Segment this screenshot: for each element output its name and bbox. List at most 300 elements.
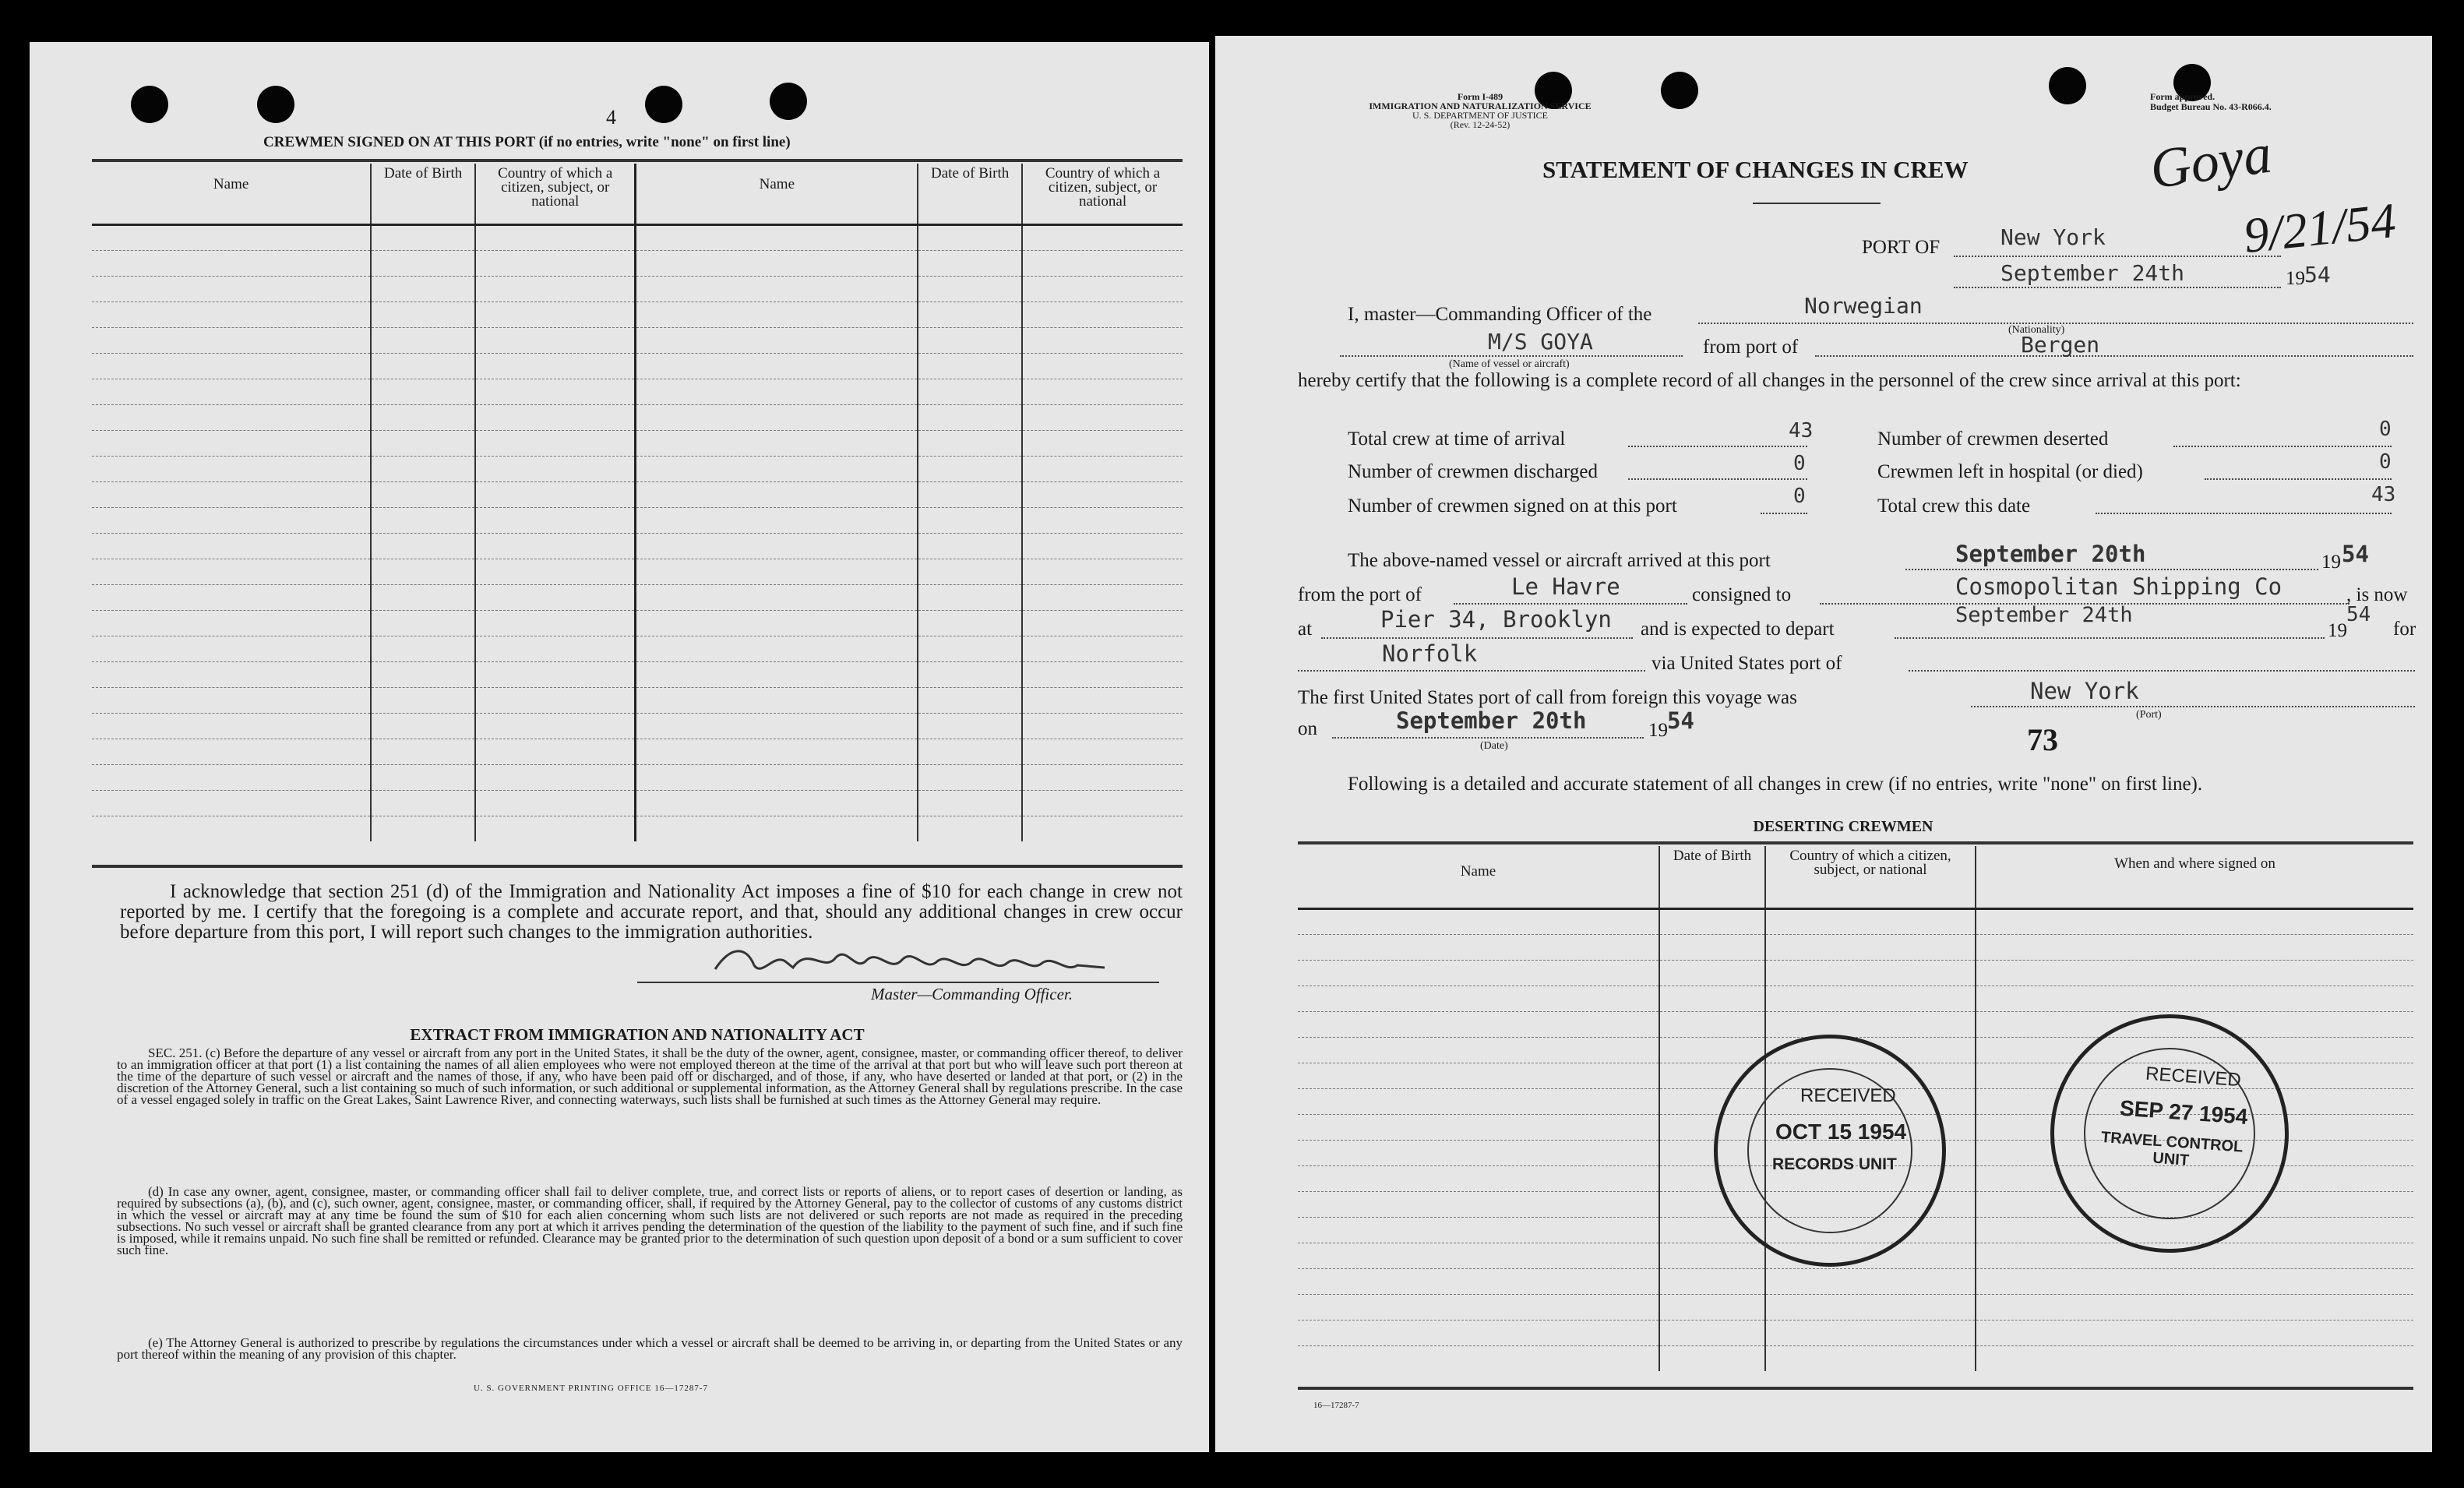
table-cell <box>92 584 371 610</box>
table-cell <box>92 430 371 456</box>
on-label: on <box>1298 718 1317 739</box>
table-cell <box>1022 430 1183 456</box>
discharged-label: Number of crewmen discharged <box>1348 461 1598 482</box>
agency-name: IMMIGRATION AND NATURALIZATION SERVICE <box>1369 100 1592 111</box>
table-cell <box>371 533 475 559</box>
consigned-value: Cosmopolitan Shipping Co <box>1955 573 2282 600</box>
department-name: U. S. DEPARTMENT OF JUSTICE <box>1412 110 1548 121</box>
table-row <box>92 481 1183 507</box>
approval-line: Budget Bureau No. 43-R066.4. <box>2150 101 2272 112</box>
table-cell <box>1298 1268 1659 1294</box>
table-cell <box>92 816 371 841</box>
table-cell <box>1022 533 1183 559</box>
table-cell <box>1022 481 1183 507</box>
table-cell <box>1022 353 1183 379</box>
stamp-unit-text: RECORDS UNIT <box>1772 1155 1897 1173</box>
vessel-value: M/S GOYA <box>1488 329 1593 354</box>
leader-dots <box>1628 478 1807 480</box>
form-footer: 16—17287-7 <box>1313 1401 1359 1410</box>
arrived-year: 54 <box>2342 541 2369 567</box>
table-cell <box>371 610 475 636</box>
table-row <box>1298 1345 2413 1371</box>
depart-line <box>1895 637 2325 639</box>
table-cell <box>1022 687 1183 713</box>
port-of-label: PORT OF <box>1862 237 1941 258</box>
table-cell <box>1298 934 1659 960</box>
table-cell <box>475 456 636 481</box>
crewmen-signed-on-title: CREWMEN SIGNED ON AT THIS PORT (if no entries, write "none" on first line) <box>263 134 791 150</box>
table-cell <box>1298 1243 1659 1268</box>
table-cell <box>1659 1268 1765 1294</box>
depart-label: and is expected to depart <box>1641 619 1835 640</box>
form-title: STATEMENT OF CHANGES IN CREW <box>1542 156 1969 183</box>
column-header: Country of which a citizen, subject, or national <box>1022 164 1183 224</box>
rule <box>1298 841 2413 844</box>
table-cell <box>918 816 1022 841</box>
table-cell <box>92 764 371 790</box>
master-signature <box>700 930 1136 985</box>
table-cell <box>1765 1320 1976 1345</box>
table-cell <box>918 430 1022 456</box>
table-cell <box>1022 404 1183 430</box>
table-cell <box>636 636 918 661</box>
from-port-of-line <box>1454 603 1687 605</box>
handwritten-number: 73 <box>2027 722 2058 757</box>
table-cell <box>475 636 636 661</box>
table-cell <box>1765 1345 1976 1371</box>
table-cell <box>918 739 1022 764</box>
table-row <box>1298 1294 2413 1320</box>
port-value: New York <box>2000 224 2106 250</box>
table-cell <box>636 533 918 559</box>
table-cell <box>1765 1011 1976 1037</box>
date-line <box>1954 287 2281 288</box>
table-cell <box>92 739 371 764</box>
table-cell <box>475 816 636 841</box>
table-cell <box>918 559 1022 584</box>
table-cell <box>1976 1320 2413 1345</box>
table-cell <box>92 713 371 739</box>
table-cell <box>636 713 918 739</box>
table-cell <box>918 661 1022 687</box>
table-cell <box>1976 960 2413 986</box>
from-port-of-label: from the port of <box>1298 584 1422 605</box>
table-cell <box>475 353 636 379</box>
table-cell <box>371 661 475 687</box>
total-this-date-value: 43 <box>2371 483 2396 506</box>
table-cell <box>1659 986 1765 1011</box>
is-now-label: , is now <box>2346 584 2408 605</box>
table-cell <box>1022 327 1183 353</box>
on-year: 54 <box>1667 707 1694 734</box>
table-cell <box>371 584 475 610</box>
table-cell <box>636 584 918 610</box>
vessel-caption: (Name of vessel or aircraft) <box>1449 358 1570 370</box>
rule <box>1753 203 1881 204</box>
port-line <box>1954 256 2281 257</box>
table-cell <box>1022 507 1183 533</box>
year-value: 54 <box>2304 262 2331 287</box>
table-row <box>92 327 1183 353</box>
certify-text: hereby certify that the following is a complete record of all changes in the personnel of the crew since arrival at this port: <box>1298 370 2241 391</box>
table-cell <box>371 250 475 276</box>
table-cell <box>918 790 1022 816</box>
table-row <box>92 816 1183 841</box>
budget-approval <box>2150 92 2272 112</box>
punch-hole <box>2049 67 2086 104</box>
table-row <box>92 456 1183 481</box>
table-cell <box>636 353 918 379</box>
signature-line <box>637 982 1159 983</box>
deserted-label: Number of crewmen deserted <box>1877 428 2109 450</box>
deserted-value: 0 <box>2379 418 2392 441</box>
table-row <box>1298 960 2413 986</box>
table-cell <box>918 636 1022 661</box>
table-cell <box>1022 764 1183 790</box>
column-header: Name <box>636 164 918 224</box>
arrived-line <box>1905 569 2318 570</box>
table-cell <box>1298 1140 1659 1165</box>
printing-office-footer: U. S. GOVERNMENT PRINTING OFFICE 16—17287-7 <box>474 1384 709 1393</box>
table-cell <box>371 636 475 661</box>
table-cell <box>92 456 371 481</box>
handwritten-date: 9/21/54 <box>2240 192 2399 264</box>
table-cell <box>1659 1294 1765 1320</box>
table-cell <box>92 790 371 816</box>
table-row <box>92 610 1183 636</box>
table-cell <box>1298 1217 1659 1243</box>
table-cell <box>1765 1294 1976 1320</box>
crewmen-signed-on-table <box>92 164 1183 841</box>
table-cell <box>92 404 371 430</box>
table-cell <box>636 559 918 584</box>
column-header: When and where signed on <box>1976 846 2413 908</box>
column-header: Country of which a citizen, subject, or national <box>1765 846 1976 908</box>
table-cell <box>92 327 371 353</box>
table-cell <box>636 379 918 404</box>
table-cell <box>918 456 1022 481</box>
page-number: 4 <box>606 106 616 129</box>
arrived-year-prefix: 19 <box>2321 552 2341 573</box>
table-cell <box>475 404 636 430</box>
table-row <box>92 584 1183 610</box>
column-header: Date of Birth <box>918 164 1022 224</box>
table-cell <box>371 816 475 841</box>
year-prefix: 19 <box>2286 268 2305 289</box>
table-cell <box>636 327 918 353</box>
table-cell <box>1765 960 1976 986</box>
for-label: for <box>2393 619 2416 640</box>
extract-section-d: (d) In case any owner, agent, consignee, master, or commanding officer shall fail to deliver complete, true, and correct lists or reports of aliens, or to report cases of desertion or landing, as required by subsections (a), (b), and (c), such owner, agent, consignee, master, or commanding officer, shall, if required by the Attorney General, pay to the collector of customs of any customs district in which the vessel or aircraft may at any time be found the sum of $10 for each alien concerning whom such lists are not delivered or such reports are not made as required in the preceding subsections. No such vessel or aircraft shall be granted clearance from any port at which it arrives pending the determination of the question of the liability to the payment of such fine, and if such fine is imposed, while it remains unpaid. No such fine shall be remitted or refunded. Clearance may be granted prior to the determination of such question upon deposit of a bond or a sum sufficient to cover such fine. <box>117 1184 1183 1257</box>
table-cell <box>1022 301 1183 327</box>
table-row <box>92 739 1183 764</box>
table-cell <box>636 430 918 456</box>
table-cell <box>1976 1268 2413 1294</box>
table-cell <box>636 224 918 250</box>
table-cell <box>1022 739 1183 764</box>
table-cell <box>636 301 918 327</box>
at-value: Pier 34, Brooklyn <box>1380 606 1612 633</box>
from-port-label: from port of <box>1703 337 1799 358</box>
date-caption: (Date) <box>1480 740 1508 752</box>
column-header: Date of Birth <box>371 164 475 224</box>
table-cell <box>636 661 918 687</box>
extract-section-c: SEC. 251. (c) Before the departure of any vessel or aircraft from any port in the United States, it shall be the duty of the owner, agent, consignee, master, or commanding officer thereof, to deliver to an immigration officer at that port (1) a list containing the names of all alien employees who were not employed thereon at the time of the arrival at that port but who will leave such port thereon at the time of the departure of such vessel or aircraft and the names of those, if any, who have been paid off or discharged, and of those, if any, who have deserted or landed at that port, or (2) in the discretion of the Attorney General, such a list containing so much of such information, or such additional or supplemental information, as the Attorney General shall by regulations prescribe. In the case of a vessel engaged solely in traffic on the Great Lakes, Saint Lawrence River, and connecting waterways, such lists shall be furnished at such times as the Attorney General may require. <box>117 1045 1183 1107</box>
table-cell <box>918 379 1022 404</box>
table-cell <box>92 379 371 404</box>
table-cell <box>918 481 1022 507</box>
table-cell <box>371 739 475 764</box>
table-cell <box>1022 661 1183 687</box>
table-cell <box>1659 1320 1765 1345</box>
table-cell <box>475 224 636 250</box>
nationality-caption: (Nationality) <box>2008 324 2065 336</box>
table-cell <box>918 507 1022 533</box>
table-cell <box>371 790 475 816</box>
table-cell <box>371 301 475 327</box>
leader-dots <box>2096 513 2392 514</box>
table-cell <box>475 276 636 301</box>
table-cell <box>1298 1165 1659 1191</box>
signed-on-value: 0 <box>1793 485 1806 508</box>
table-cell <box>636 404 918 430</box>
stamp-received-text: RECEIVED <box>1800 1085 1896 1106</box>
table-cell <box>1976 1345 2413 1371</box>
table-cell <box>1659 1345 1765 1371</box>
table-cell <box>371 687 475 713</box>
table-cell <box>475 301 636 327</box>
table-row <box>1298 986 2413 1011</box>
total-arrival-value: 43 <box>1789 419 1814 443</box>
hospital-value: 0 <box>2379 450 2392 474</box>
table-cell <box>371 559 475 584</box>
table-row <box>92 301 1183 327</box>
stamp-date-text: OCT 15 1954 <box>1775 1120 1907 1144</box>
table-cell <box>1765 934 1976 960</box>
table-cell <box>1659 908 1765 934</box>
table-row <box>92 687 1183 713</box>
extract-section-e: (e) The Attorney General is authorized to prescribe by regulations the circumstances under which a vessel or aircraft shall be deemed to be arriving in, or departing from the United States or any port thereof within the meaning of any provision of this chapter. <box>117 1335 1183 1362</box>
table-row <box>92 636 1183 661</box>
table-cell <box>1298 960 1659 986</box>
table-cell <box>1659 1011 1765 1037</box>
handwritten-name: Goya <box>2146 122 2275 201</box>
table-cell <box>475 764 636 790</box>
table-cell <box>918 533 1022 559</box>
table-row <box>92 276 1183 301</box>
table-cell <box>1659 1037 1765 1063</box>
rule <box>92 159 1183 162</box>
table-cell <box>1659 1243 1765 1268</box>
destination-value: Norfolk <box>1382 640 1478 667</box>
stamp-received-text: RECEIVED <box>2145 1063 2242 1091</box>
table-cell <box>371 507 475 533</box>
table-cell <box>636 276 918 301</box>
table-cell <box>918 713 1022 739</box>
table-cell <box>918 327 1022 353</box>
table-cell <box>475 559 636 584</box>
table-cell <box>1659 934 1765 960</box>
table-cell <box>1022 816 1183 841</box>
table-cell <box>1298 1114 1659 1140</box>
acknowledgment-text: I acknowledge that section 251 (d) of the Immigration and Nationality Act imposes a fine of $10 for each change in crew not reported by me. I certify that the foregoing is a complete and accurate report, and that, should any additional changes in crew occur before departure from this port, I will report such changes to the immigration authorities. <box>120 881 1183 943</box>
depart-value: September 24th <box>1955 603 2133 627</box>
table-row <box>1298 1268 2413 1294</box>
table-row <box>1298 908 2413 934</box>
table-cell <box>92 533 371 559</box>
table-cell <box>475 790 636 816</box>
column-header: Country of which a citizen, subject, or national <box>475 164 636 224</box>
rule <box>1298 1387 2413 1390</box>
depart-year-prefix: 19 <box>2328 620 2347 641</box>
table-row <box>92 790 1183 816</box>
date-value: September 24th <box>2000 260 2185 286</box>
table-cell <box>475 481 636 507</box>
punch-hole <box>770 83 807 120</box>
table-cell <box>636 739 918 764</box>
punch-hole <box>257 86 294 123</box>
table-cell <box>92 301 371 327</box>
table-cell <box>371 713 475 739</box>
table-cell <box>1298 1191 1659 1217</box>
table-cell <box>1976 908 2413 934</box>
column-header: Name <box>1460 863 1496 880</box>
table-cell <box>371 481 475 507</box>
table-cell <box>1976 1294 2413 1320</box>
table-row <box>92 661 1183 687</box>
arrived-value: September 20th <box>1955 541 2146 567</box>
stamp-date-text: SEP 27 1954 <box>2119 1095 2249 1129</box>
table-row <box>92 353 1183 379</box>
on-value: September 20th <box>1396 707 1587 734</box>
table-cell <box>1659 960 1765 986</box>
table-cell <box>636 764 918 790</box>
table-cell <box>475 739 636 764</box>
table-cell <box>1022 790 1183 816</box>
table-cell <box>918 764 1022 790</box>
table-cell <box>1022 713 1183 739</box>
table-cell <box>475 687 636 713</box>
table-cell <box>1765 1268 1976 1294</box>
table-cell <box>918 276 1022 301</box>
table-cell <box>92 353 371 379</box>
table-cell <box>1976 986 2413 1011</box>
table-cell <box>918 584 1022 610</box>
at-line <box>1321 637 1633 639</box>
extract-title: EXTRACT FROM IMMIGRATION AND NATIONALITY ACT <box>410 1025 865 1044</box>
table-cell <box>918 404 1022 430</box>
table-cell <box>1298 1063 1659 1088</box>
table-body <box>92 224 1183 841</box>
table-cell <box>475 327 636 353</box>
leader-dots <box>1761 513 1807 514</box>
at-label: at <box>1298 619 1313 640</box>
table-cell <box>918 250 1022 276</box>
table-cell <box>1022 456 1183 481</box>
table-cell <box>92 481 371 507</box>
table-cell <box>636 790 918 816</box>
stamp-unit-text: TRAVEL CONTROL UNIT <box>2100 1128 2244 1169</box>
first-port-label: The first United States port of call from foreign this voyage was <box>1298 687 1797 708</box>
table-cell <box>92 687 371 713</box>
table-row <box>92 713 1183 739</box>
table-cell <box>475 507 636 533</box>
consigned-label: consigned to <box>1692 584 1792 605</box>
table-cell <box>92 661 371 687</box>
table-cell <box>371 456 475 481</box>
leader-dots <box>2173 446 2392 447</box>
from-port-of-value: Le Havre <box>1511 573 1620 600</box>
revision-date: (Rev. 12-24-52) <box>1450 119 1510 130</box>
rule <box>92 865 1183 868</box>
table-row <box>92 250 1183 276</box>
on-year-prefix: 19 <box>1648 720 1668 741</box>
table-cell <box>371 224 475 250</box>
column-header: Date of Birth <box>1659 846 1765 908</box>
table-row <box>92 404 1183 430</box>
first-port-line <box>1971 706 2415 707</box>
table-row <box>92 224 1183 250</box>
table-cell <box>918 301 1022 327</box>
table-row <box>92 559 1183 584</box>
following-text: Following is a detailed and accurate statement of all changes in crew (if no entries, write "none" on first line). <box>1348 774 2203 795</box>
via-line <box>1909 670 2415 672</box>
table-cell <box>636 481 918 507</box>
table-row <box>92 533 1183 559</box>
table-cell <box>1298 1088 1659 1114</box>
table-row <box>92 430 1183 456</box>
table-cell <box>1022 584 1183 610</box>
table-cell <box>636 687 918 713</box>
form-number: Form I-489 <box>1457 91 1503 102</box>
received-stamp-records-unit <box>1714 1035 1946 1267</box>
table-row <box>1298 1011 2413 1037</box>
punch-hole <box>131 86 168 123</box>
on-line <box>1332 737 1644 739</box>
vessel-line <box>1340 355 1683 357</box>
table-cell <box>92 250 371 276</box>
table-cell <box>1298 1320 1659 1345</box>
table-cell <box>371 276 475 301</box>
table-cell <box>1022 559 1183 584</box>
table-cell <box>1976 934 2413 960</box>
table-cell <box>92 276 371 301</box>
table-cell <box>636 816 918 841</box>
deserting-crewmen-title: DESERTING CREWMEN <box>1753 818 1933 835</box>
approval-line: Form approved. <box>2150 91 2215 102</box>
table-cell <box>1022 636 1183 661</box>
column-header: Name <box>213 176 249 192</box>
from-port-line <box>1815 355 2413 357</box>
arrived-label: The above-named vessel or aircraft arrived at this port <box>1348 550 1771 571</box>
table-cell <box>92 636 371 661</box>
table-cell <box>475 430 636 456</box>
table-cell <box>1298 1345 1659 1371</box>
left-page <box>30 42 1209 1452</box>
port-caption: (Port) <box>2136 709 2162 721</box>
nationality-value: Norwegian <box>1804 293 1923 319</box>
depart-year: 54 <box>2346 603 2371 626</box>
signed-on-label: Number of crewmen signed on at this port <box>1348 495 1677 517</box>
table-cell <box>475 379 636 404</box>
from-port-value: Bergen <box>2021 332 2100 358</box>
table-cell <box>371 327 475 353</box>
table-cell <box>475 610 636 636</box>
leader-dots <box>2205 478 2392 480</box>
table-cell <box>918 353 1022 379</box>
table-cell <box>918 687 1022 713</box>
table-cell <box>1022 379 1183 404</box>
